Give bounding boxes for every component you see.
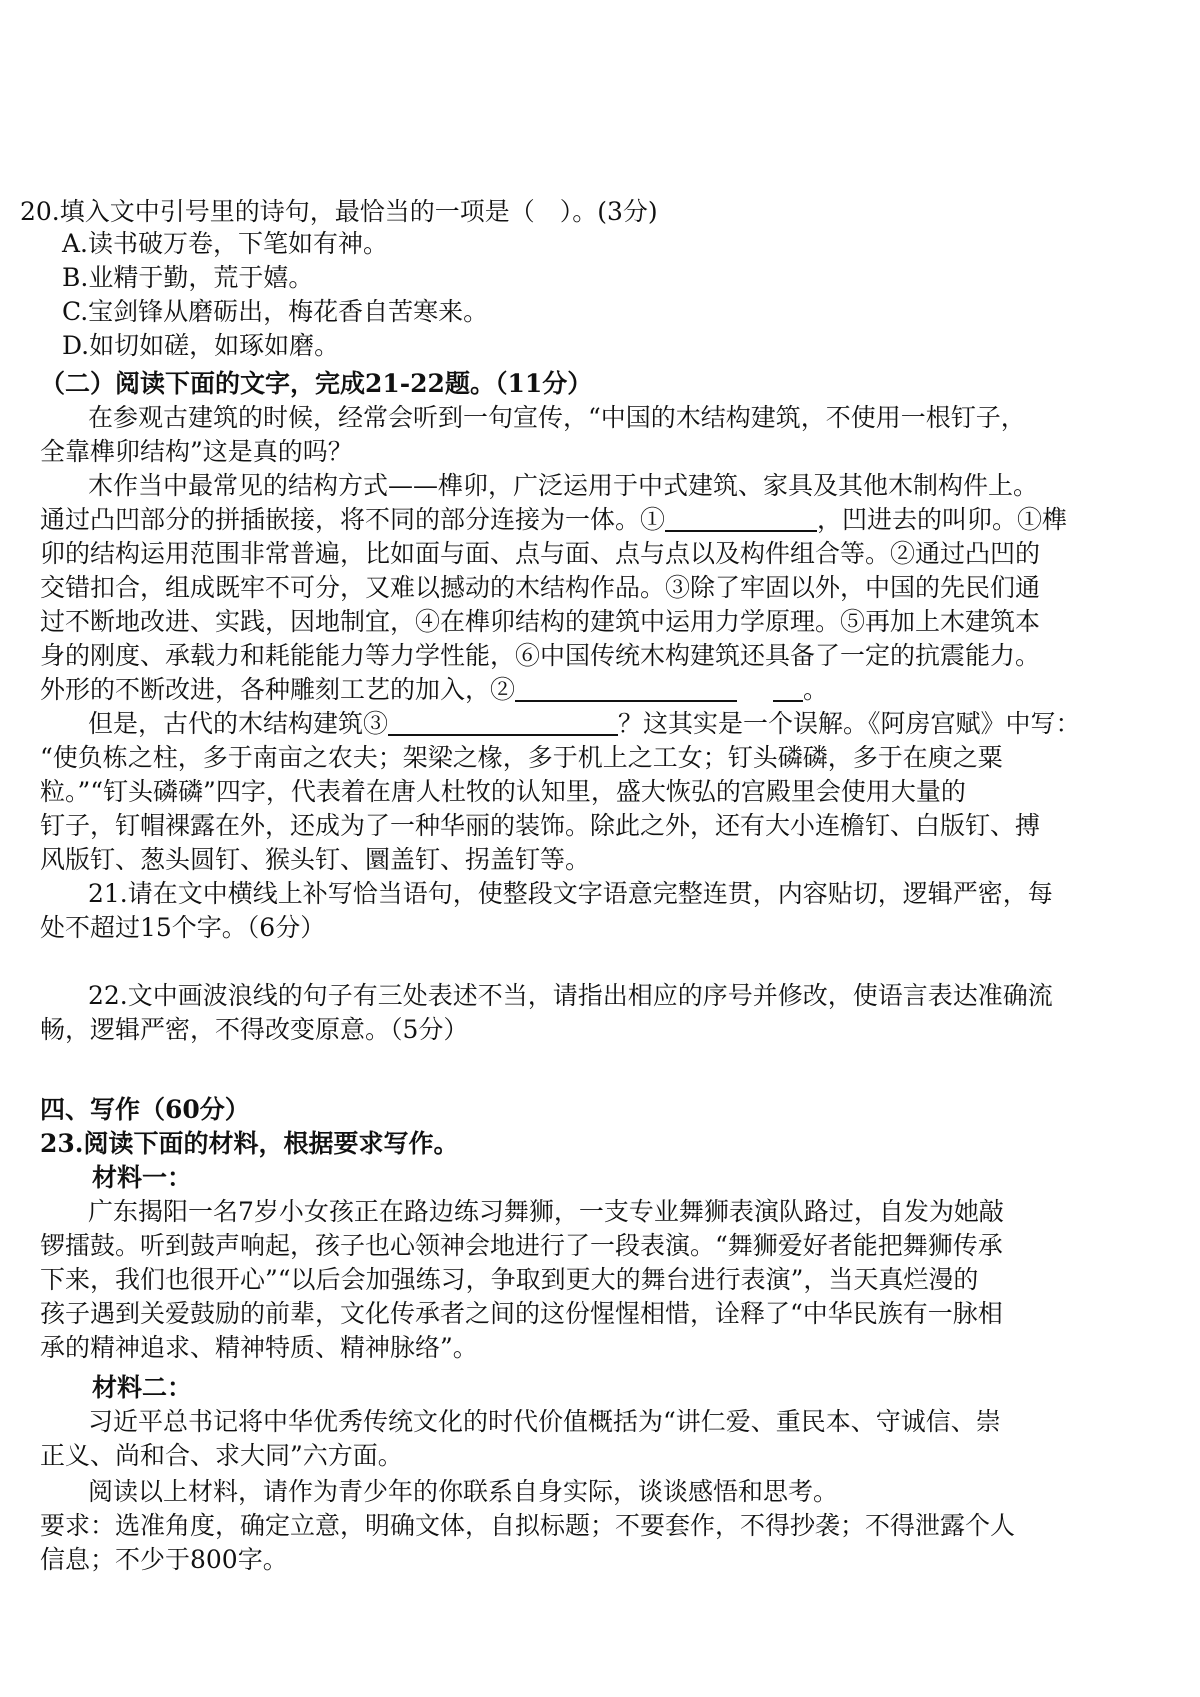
material-1-line2: 锣擂鼓。听到鼓声响起，孩子也心领神会地进行了一段表演。“舞狮爱好者能把舞狮传承 bbox=[40, 1231, 1003, 1260]
passage-p3-line5: 风版钉、葱头圆钉、猴头钉、圜盖钉、拐盖钉等。 bbox=[40, 845, 591, 874]
material-1-label: 材料一： bbox=[92, 1163, 193, 1192]
passage-p2-line2-text: 通过凸凹部分的拼插嵌接，将不同的部分连接为一体。① bbox=[40, 505, 666, 534]
material-2-label: 材料二： bbox=[92, 1373, 193, 1402]
q22-line1: 22.文中画波浪线的句子有三处表述不当，请指出相应的序号并修改，使语言表达准确流 bbox=[88, 981, 1053, 1010]
q20-option-c: C.宝剑锋从磨砺出，梅花香自苦寒来。 bbox=[62, 297, 489, 326]
answer-blank-2-end[interactable] bbox=[773, 674, 803, 702]
passage-p1-line2: 全靠榫卯结构”这是真的吗？ bbox=[40, 437, 353, 466]
passage-p2-line7-tail: 。 bbox=[803, 675, 829, 704]
material-2-line1: 习近平总书记将中华优秀传统文化的时代价值概括为“讲仁爱、重民本、守诚信、崇 bbox=[88, 1407, 1001, 1436]
material-1-line3: 下来，我们也很开心”“以后会加强练习，争取到更大的舞台进行表演”，当天真烂漫的 bbox=[40, 1265, 979, 1294]
answer-blank-3[interactable] bbox=[388, 708, 618, 736]
passage-p3-line3: 粒。”“钉头磷磷”四字，代表着在唐人杜牧的认知里，盛大恢弘的宫殿里会使用大量的 bbox=[40, 777, 966, 806]
material-1-line5: 承的精神追求、精神特质、精神脉络”。 bbox=[40, 1333, 478, 1362]
material-1-line4: 孩子遇到关爱鼓励的前辈，文化传承者之间的这份惺惺相惜，诠释了“中华民族有一脉相 bbox=[40, 1299, 1003, 1328]
material-1-line1: 广东揭阳一名7岁小女孩正在路边练习舞狮，一支专业舞狮表演队路过，自发为她敲 bbox=[88, 1197, 1004, 1226]
answer-blank-2[interactable] bbox=[515, 674, 737, 702]
passage-p1-line1: 在参观古建筑的时候，经常会听到一句宣传，“中国的木结构建筑，不使用一根钉子， bbox=[88, 403, 1026, 432]
q20-option-d: D.如切如磋，如琢如磨。 bbox=[62, 331, 340, 360]
q20-option-a: A.读书破万卷，下笔如有神。 bbox=[62, 229, 389, 258]
section2-heading: （二）阅读下面的文字，完成21-22题。（11分） bbox=[40, 369, 593, 398]
passage-p2-line5: 过不断地改进、实践，因地制宜，④在榫卯结构的建筑中运用力学原理。⑤再加上木建筑本 bbox=[40, 607, 1041, 636]
q21-line2: 处不超过15个字。（6分） bbox=[40, 913, 326, 942]
passage-p3-line2: “使负栋之柱，多于南亩之农夫；架梁之椽，多于机上之工女；钉头磷磷，多于在庾之粟 bbox=[40, 743, 1003, 772]
writing-task: 阅读以上材料，请作为青少年的你联系自身实际，谈谈感悟和思考。 bbox=[88, 1477, 839, 1506]
q20-option-b: B.业精于勤，荒于嬉。 bbox=[62, 263, 314, 292]
passage-p3-line1-tail: ？这其实是一个误解。《阿房宫赋》中写： bbox=[618, 709, 1081, 738]
q23-stem: 23.阅读下面的材料，根据要求写作。 bbox=[40, 1129, 459, 1158]
writing-requirement-line1: 要求：选准角度，确定立意，明确文体，自拟标题；不要套作，不得抄袭；不得泄露个人 bbox=[40, 1511, 1016, 1540]
passage-p2-line1: 木作当中最常见的结构方式——榫卯，广泛运用于中式建筑、家具及其他木制构件上。 bbox=[88, 471, 1039, 500]
section4-heading: 四、写作（60分） bbox=[40, 1095, 250, 1124]
answer-blank-1[interactable] bbox=[665, 504, 817, 532]
q21-line1: 21.请在文中横线上补写恰当语句，使整段文字语意完整连贯，内容贴切，逻辑严密，每 bbox=[88, 879, 1053, 908]
passage-p3-line4: 钉子，钉帽裸露在外，还成为了一种华丽的装饰。除此之外，还有大小连檐钉、白版钉、搏 bbox=[40, 811, 1041, 840]
passage-p2-line7 bbox=[40, 674, 1200, 706]
passage-p3-line1-text: 但是，古代的木结构建筑③ bbox=[88, 709, 389, 738]
writing-requirement-line2: 信息；不少于800字。 bbox=[40, 1545, 288, 1574]
material-2-line2: 正义、尚和合、求大同”六方面。 bbox=[40, 1441, 403, 1470]
passage-p2-line6: 身的刚度、承载力和耗能能力等力学性能，⑥中国传统木构建筑还具备了一定的抗震能力。 bbox=[40, 641, 1041, 670]
passage-p2-line4: 交错扣合，组成既牢不可分，又难以撼动的木结构作品。③除了牢固以外，中国的先民们通 bbox=[40, 573, 1041, 602]
passage-p2-line3: 卯的结构运用范围非常普遍，比如面与面、点与面、点与点以及构件组合等。②通过凸凹的 bbox=[40, 539, 1041, 568]
q20-stem: 20.填入文中引号里的诗句，最恰当的一项是（ ）。(3分) bbox=[20, 197, 658, 226]
passage-p2-line7-text: 外形的不断改进，各种雕刻工艺的加入，② bbox=[40, 675, 516, 704]
passage-p2-line2-tail: ，凹进去的叫卯。①榫 bbox=[817, 505, 1068, 534]
q22-line2: 畅，逻辑严密，不得改变原意。（5分） bbox=[40, 1015, 469, 1044]
passage-p3-line1 bbox=[88, 708, 1200, 740]
passage-p2-line2 bbox=[40, 504, 1200, 536]
